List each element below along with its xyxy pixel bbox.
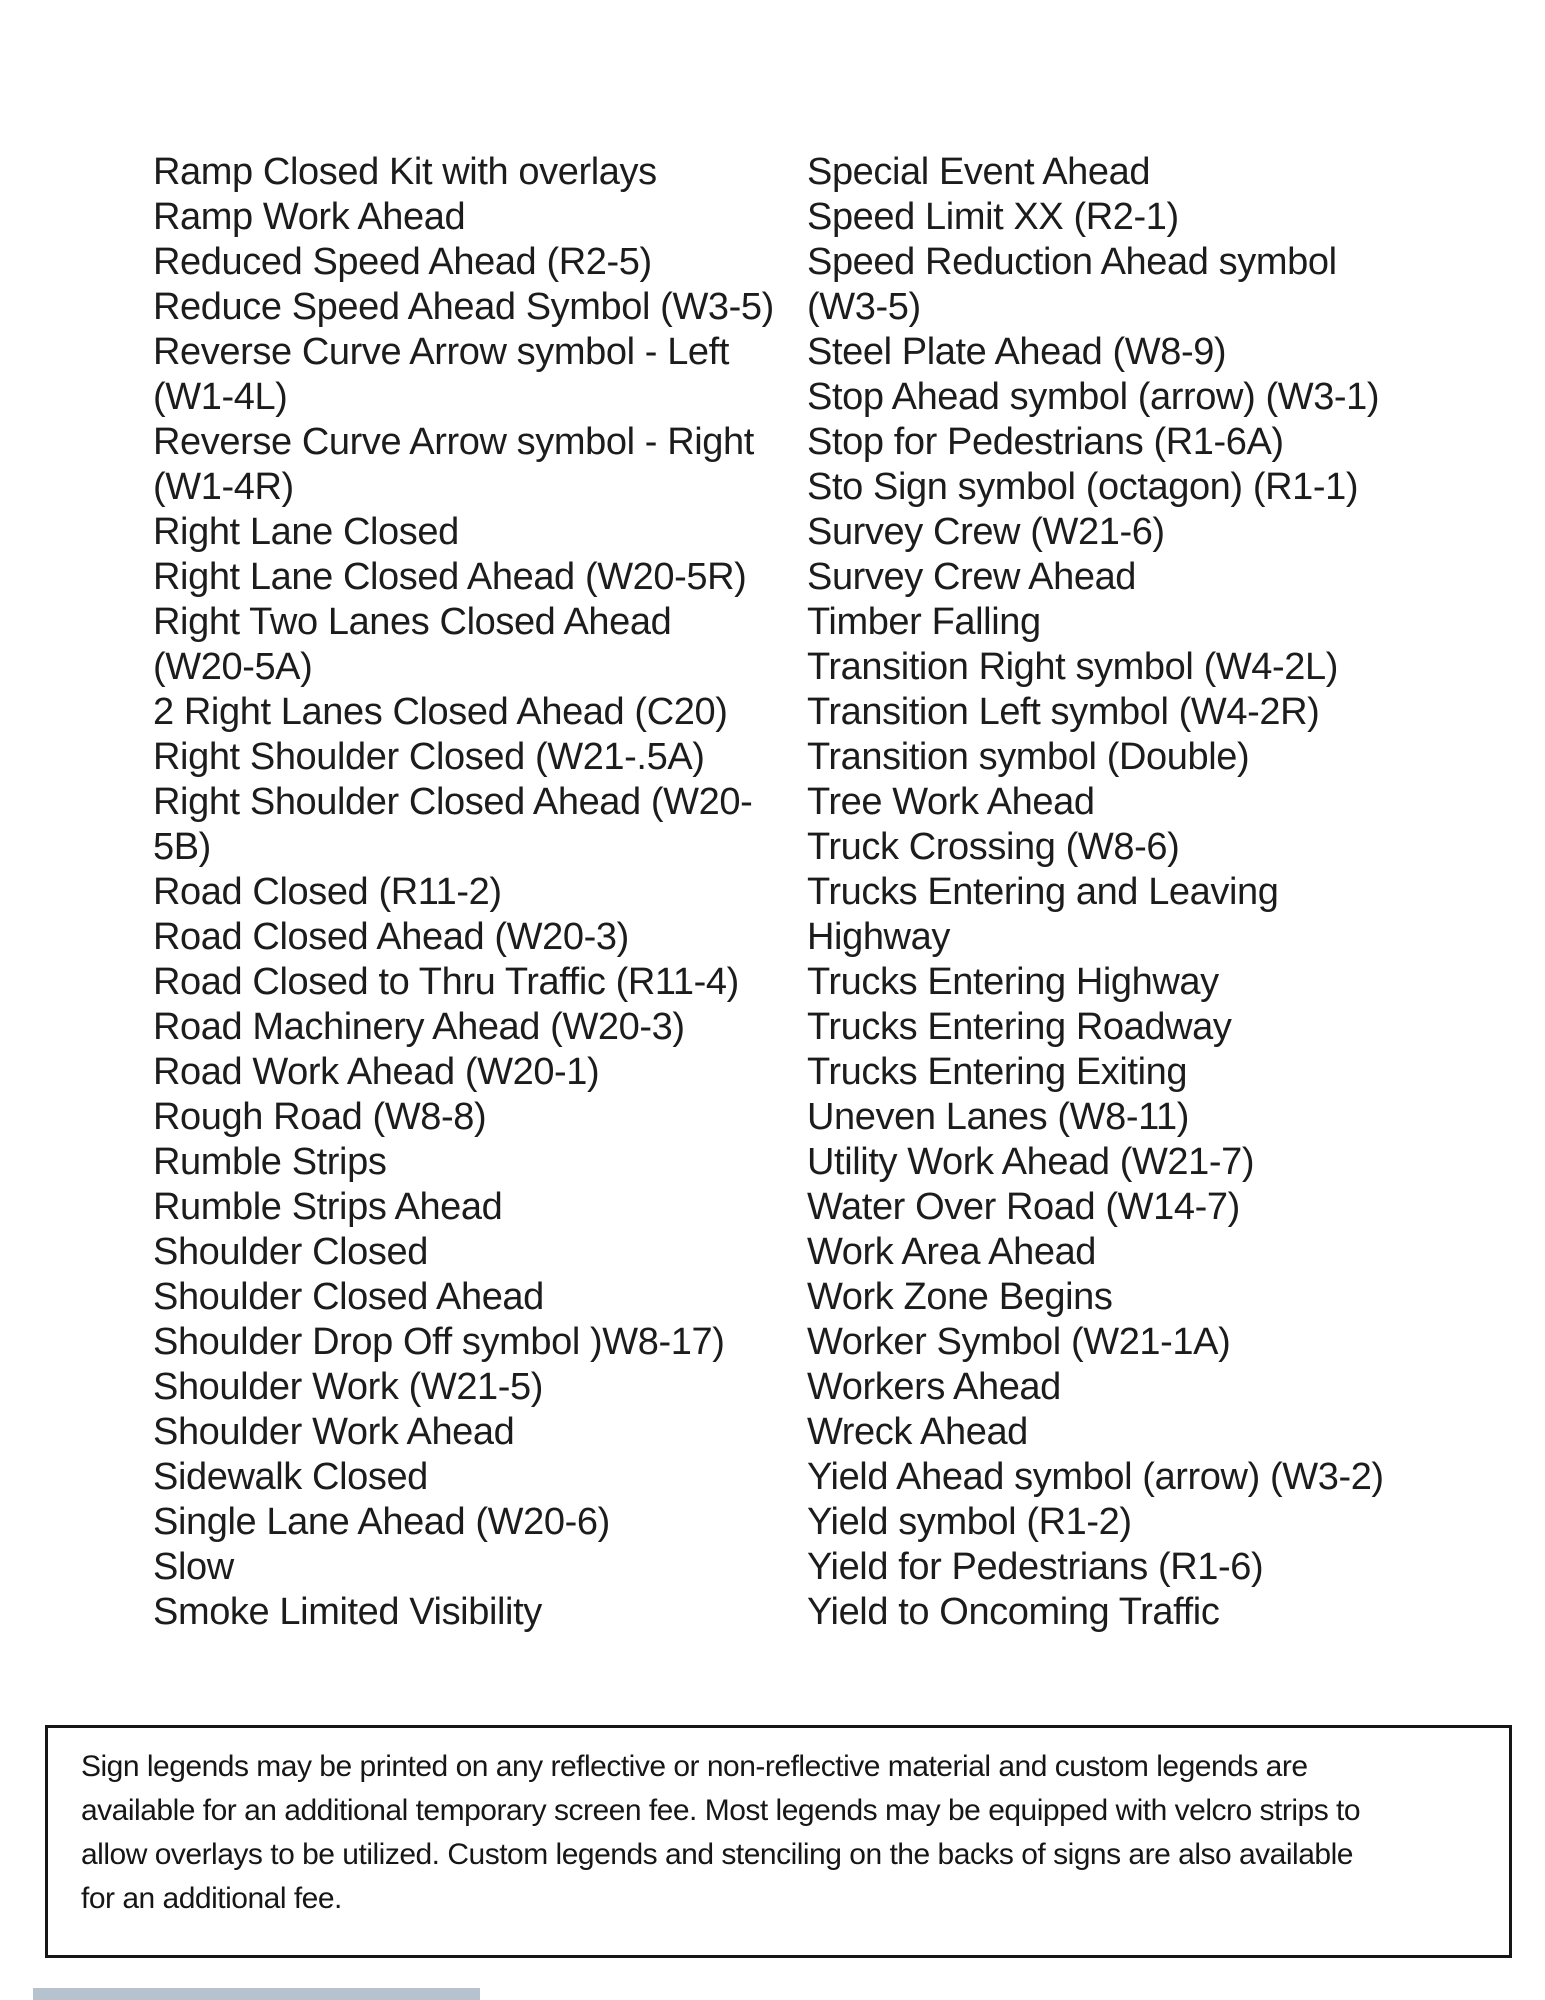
sign-list-item: Shoulder Closed Ahead (153, 1276, 544, 1318)
sign-list-item: Sidewalk Closed (153, 1456, 428, 1498)
sign-list-item: Slow (153, 1546, 234, 1588)
sign-list-item: Work Area Ahead (807, 1231, 1097, 1273)
sign-list-item: Rumble Strips Ahead (153, 1186, 503, 1228)
sign-list-item: Yield for Pedestrians (R1-6) (807, 1546, 1264, 1588)
sign-list-item: Right Lane Closed Ahead (W20-5R) (153, 556, 747, 598)
sign-list-item: Right Shoulder Closed Ahead (W20- (153, 781, 753, 823)
sign-list-item: Right Shoulder Closed (W21-.5A) (153, 736, 705, 778)
notice-line: for an additional fee. (81, 1882, 342, 1915)
sign-list-item: Smoke Limited Visibility (153, 1591, 542, 1633)
sign-list-item: Rumble Strips (153, 1141, 387, 1183)
page-bottom-cropped-element (33, 1988, 480, 2000)
sign-list-column-right (807, 150, 1407, 1635)
sign-list-item: Reduced Speed Ahead (R2-5) (153, 241, 652, 283)
sign-list-item: Right Lane Closed (153, 511, 459, 553)
sign-list-item: Water Over Road (W14-7) (807, 1186, 1240, 1228)
sign-list-item: Tree Work Ahead (807, 781, 1095, 823)
sign-list-item: Speed Reduction Ahead symbol (807, 241, 1337, 283)
sign-list-item: Shoulder Work (W21-5) (153, 1366, 544, 1408)
sign-list-item: Transition Left symbol (W4-2R) (807, 691, 1320, 733)
sign-list-item: Road Closed Ahead (W20-3) (153, 916, 629, 958)
sign-list-item: Survey Crew (W21-6) (807, 511, 1165, 553)
sign-list-item: Trucks Entering Exiting (807, 1051, 1188, 1093)
sign-list-item: Ramp Work Ahead (153, 196, 466, 238)
sign-list-item: Steel Plate Ahead (W8-9) (807, 331, 1227, 373)
sign-list-item: Road Closed (R11-2) (153, 871, 502, 913)
sign-list-item: 5B) (153, 826, 211, 868)
sign-list-item: Truck Crossing (W8-6) (807, 826, 1180, 868)
sign-list-item: Yield to Oncoming Traffic (807, 1591, 1220, 1633)
sign-list-item: Transition Right symbol (W4-2L) (807, 646, 1339, 688)
sign-list-item: Wreck Ahead (807, 1411, 1028, 1453)
sign-list-item: 2 Right Lanes Closed Ahead (C20) (153, 691, 728, 733)
sign-list-item: Shoulder Closed (153, 1231, 428, 1273)
sign-list-item: Uneven Lanes (W8-11) (807, 1096, 1190, 1138)
sign-list-item: Yield Ahead symbol (arrow) (W3-2) (807, 1456, 1384, 1498)
sign-list-item: (W20-5A) (153, 646, 313, 688)
notice-line: available for an additional temporary screen fee. Most legends may be equipped with velcro strips to (81, 1794, 1361, 1827)
sign-list-item: Right Two Lanes Closed Ahead (153, 601, 672, 643)
sign-list-item: Ramp Closed Kit with overlays (153, 151, 657, 193)
sign-list-item: (W3-5) (807, 286, 921, 328)
sign-list-item: Sto Sign symbol (octagon) (R1-1) (807, 466, 1359, 508)
sign-list-item: Worker Symbol (W21-1A) (807, 1321, 1231, 1363)
sign-list-item: (W1-4L) (153, 376, 288, 418)
sign-list-item: Reverse Curve Arrow symbol - Left (153, 331, 729, 373)
sign-list-item: Trucks Entering Highway (807, 961, 1219, 1003)
sign-list-item: Reduce Speed Ahead Symbol (W3-5) (153, 286, 774, 328)
sign-list-item: Stop for Pedestrians (R1-6A) (807, 421, 1284, 463)
sign-list-column-left (153, 150, 774, 1635)
sign-list-item: Workers Ahead (807, 1366, 1061, 1408)
sign-list-item: Road Machinery Ahead (W20-3) (153, 1006, 685, 1048)
sign-list-item: Yield symbol (R1-2) (807, 1501, 1132, 1543)
sign-list-item: Speed Limit XX (R2-1) (807, 196, 1179, 238)
notice-line: allow overlays to be utilized. Custom legends and stenciling on the backs of signs are also available (81, 1838, 1353, 1871)
sign-list-item: Single Lane Ahead (W20-6) (153, 1501, 610, 1543)
notice-line: Sign legends may be printed on any reflective or non-reflective material and custom legends are (81, 1750, 1308, 1783)
sign-list-item: Highway (807, 916, 950, 958)
sign-list-item: Timber Falling (807, 601, 1041, 643)
legend-notice-box (45, 1725, 1512, 1958)
sign-list-item: Transition symbol (Double) (807, 736, 1250, 778)
sign-list-item: Utility Work Ahead (W21-7) (807, 1141, 1255, 1183)
sign-list-item: Reverse Curve Arrow symbol - Right (153, 421, 754, 463)
sign-list-item: (W1-4R) (153, 466, 294, 508)
sign-list-item: Stop Ahead symbol (arrow) (W3-1) (807, 376, 1380, 418)
sign-list-item: Trucks Entering Roadway (807, 1006, 1232, 1048)
sign-list-item: Road Closed to Thru Traffic (R11-4) (153, 961, 739, 1003)
sign-list-item: Work Zone Begins (807, 1276, 1113, 1318)
sign-list-item: Special Event Ahead (807, 151, 1151, 193)
sign-list-item: Shoulder Work Ahead (153, 1411, 515, 1453)
sign-list-item: Trucks Entering and Leaving (807, 871, 1279, 913)
sign-list-item: Shoulder Drop Off symbol )W8-17) (153, 1321, 725, 1363)
sign-list-item: Road Work Ahead (W20-1) (153, 1051, 600, 1093)
sign-list-item: Rough Road (W8-8) (153, 1096, 487, 1138)
sign-list-item: Survey Crew Ahead (807, 556, 1137, 598)
